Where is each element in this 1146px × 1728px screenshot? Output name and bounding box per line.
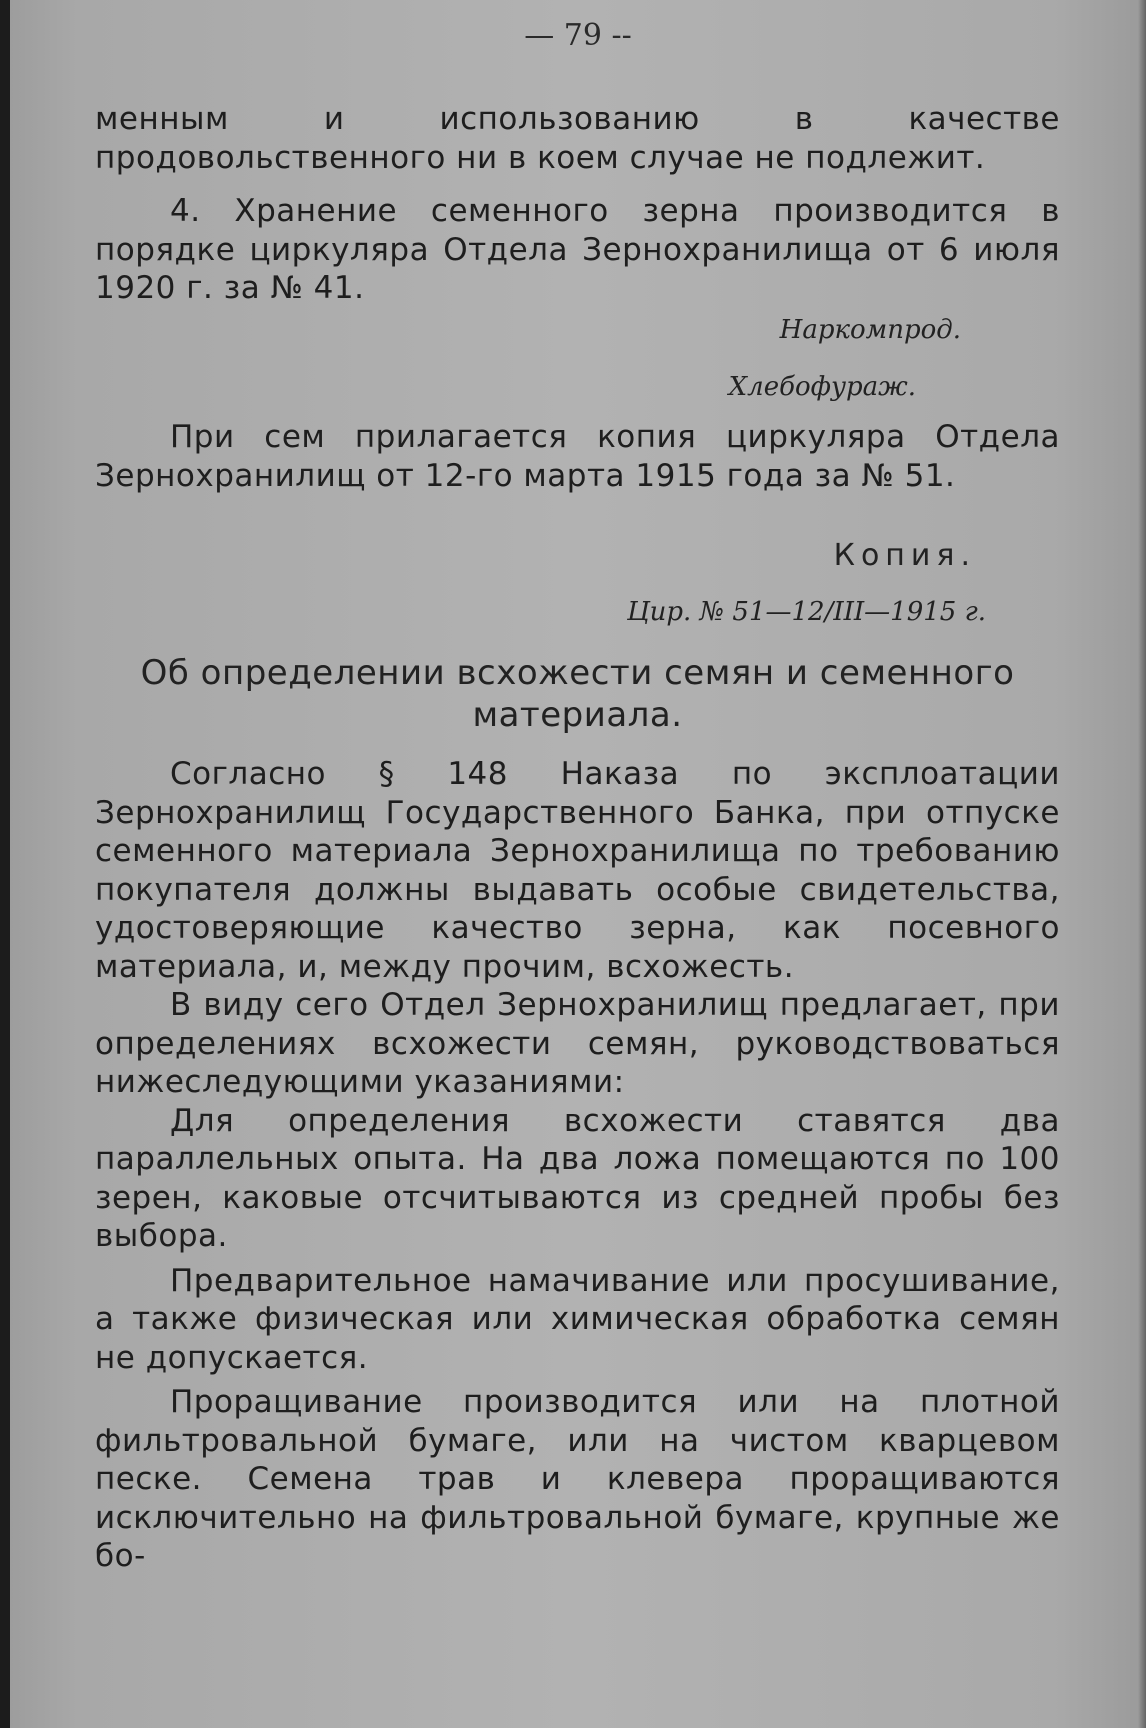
- attachment-note-block: [95, 418, 1060, 495]
- item-4-block: [95, 192, 1060, 308]
- body-text: [95, 755, 1060, 1576]
- attachment-note: При сем прилагается копия циркуляра Отдела Зернохранилищ от 12-го марта 1915 года за № 51.: [95, 419, 1060, 494]
- book-page: [10, 0, 1146, 1728]
- section-heading: Об определении всхожести семян и семенного материала.: [140, 653, 1015, 735]
- item-4-paragraph: 4. Хранение семенного зерна производится в порядке циркуляра Отдела Зернохранилища от 6 июля 1920 г. за № 41.: [95, 193, 1060, 306]
- circular-reference: Цир. № 51—12/III—1915 г.: [626, 597, 986, 627]
- page-number: — 79 --: [524, 18, 632, 53]
- paragraph-1: Согласно § 148 Наказа по эксплоатации Зернохранилищ Государственного Банка, при отпуске семенного материала Зернохранилища по требованию покупателя должны выдавать особые свидетельства, удостоверяющие качество зерна, как посевного материала, и, между прочим, всхожесть.: [95, 756, 1060, 985]
- paragraph-3: Для определения всхожести ставятся два параллельных опыта. На два ложа помещаются по 100 зерен, каковые отсчитываются из средней пробы без выбора.: [95, 1102, 1060, 1254]
- paragraph-4: Предварительное намачивание или просушивание, а также физическая или химическая обработка семян не допускается.: [95, 1262, 1060, 1376]
- copy-label: Копия.: [833, 538, 976, 573]
- top-paragraph-block: [95, 100, 1060, 177]
- signature-narkomprod: Наркомпрод.: [779, 315, 961, 345]
- top-paragraph: менным и использованию в качестве продовольственного ни в коем случае не подлежит.: [95, 101, 1060, 176]
- paragraph-2: В виду сего Отдел Зернохранилищ предлагает, при определениях всхожести семян, руководствоваться нижеследующими указаниями:: [95, 987, 1060, 1100]
- signature-khleboforazh: Хлебофураж.: [728, 372, 916, 402]
- paragraph-5: Проращивание производится или на плотной фильтровальной бумаге, или на чистом кварцевом песке. Семена трав и клевера проращиваются исключительно на фильтровальной бумаге, крупные же бо-: [95, 1384, 1060, 1574]
